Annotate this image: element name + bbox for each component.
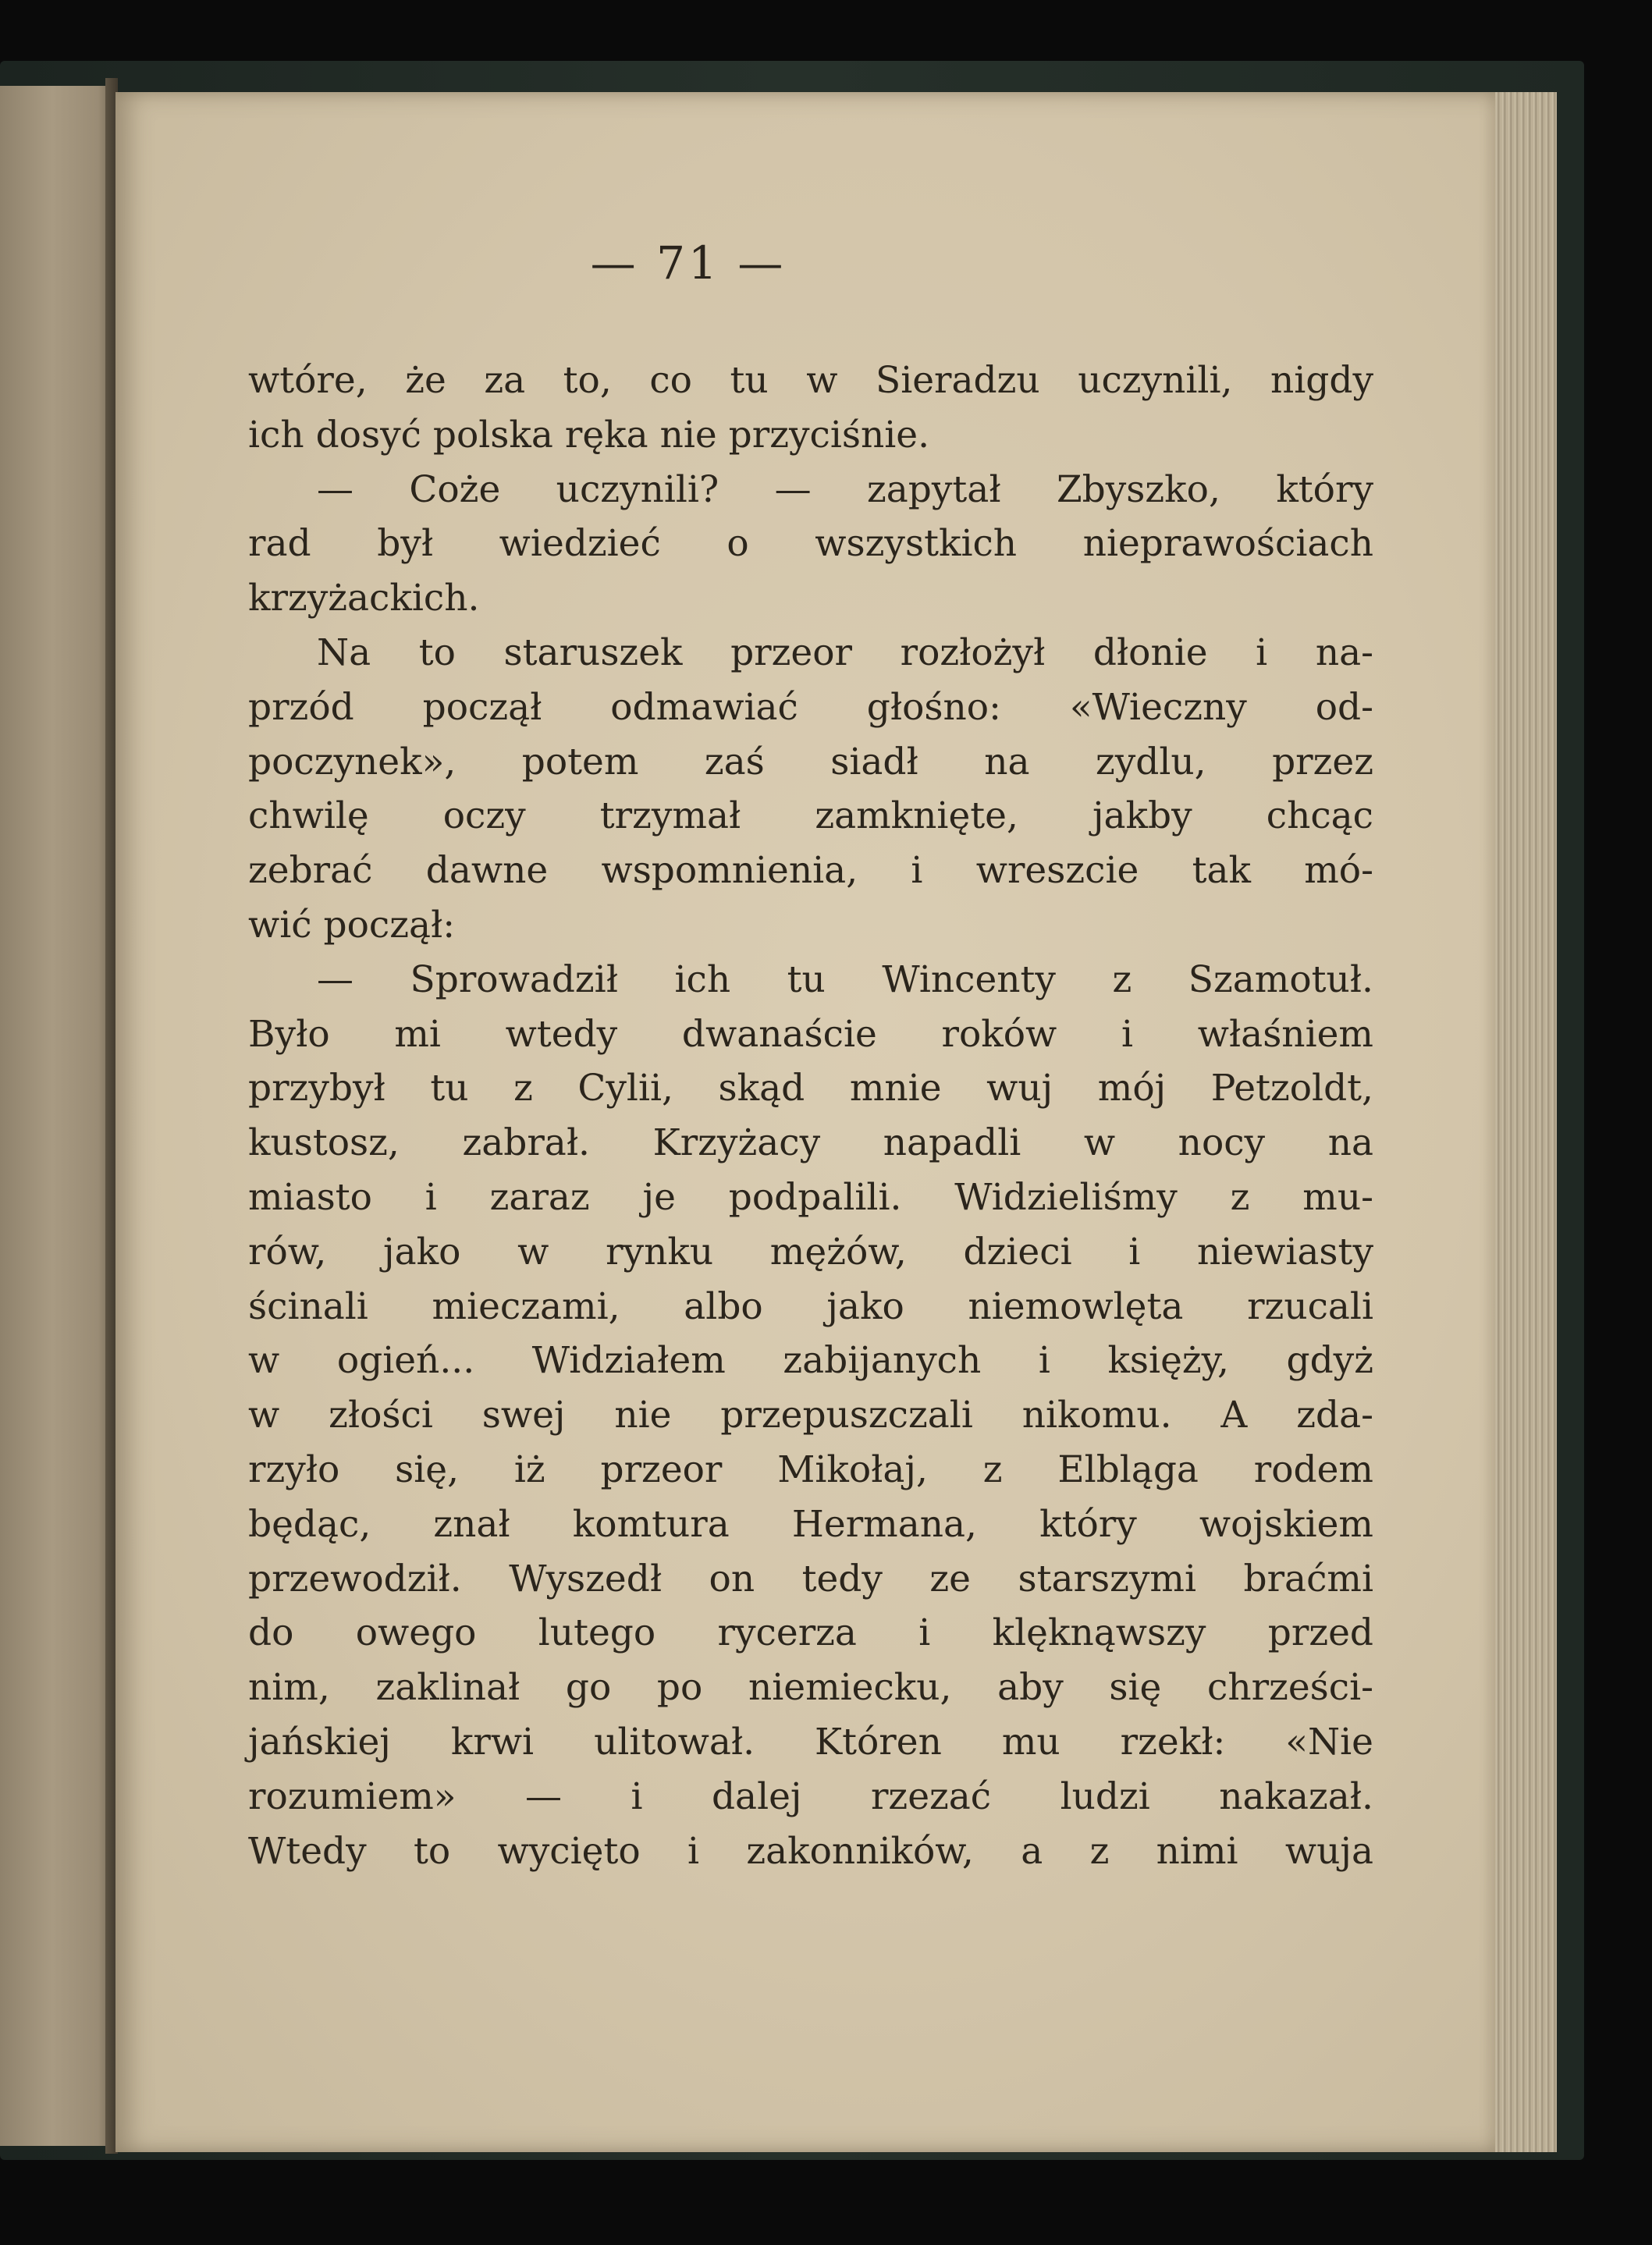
text-line: Było mi wtedy dwanaście roków i właśniem [248,1012,1373,1056]
text-line: Wtedy to wycięto i zakonników, a z nimi wuja [248,1829,1373,1873]
text-line: rzyło się, iż przeor Mikołaj, z Elbląga rodem [248,1448,1373,1491]
text-line: przewodził. Wyszedł on tedy ze starszymi braćmi [248,1557,1373,1600]
text-line: ścinali mieczami, albo jako niemowlęta rzucali [248,1284,1373,1328]
book-page [115,92,1495,2152]
text-line: rad był wiedzieć o wszystkich nieprawościach [248,522,1373,566]
text-line: zebrać dawne wspomnienia, i wreszcie tak mó- [248,849,1373,893]
text-line: kustosz, zabrał. Krzyżacy napadli w nocy na [248,1121,1373,1165]
text-line: ich dosyć polska ręka nie przyciśnie. [248,413,930,456]
text-line: przybył tu z Cylii, skąd mnie wuj mój Petzoldt, [248,1067,1373,1110]
text-line: — Coże uczynili? — zapytał Zbyszko, który [317,467,1373,511]
text-line: w ogień... Widziałem zabijanych i księży, gdyż [248,1339,1373,1383]
page-body-text [248,353,1373,1878]
text-line: przód począł odmawiać głośno: «Wieczny od- [248,685,1373,729]
page-stack-edge [1494,92,1557,2152]
text-line: rozumiem» — i dalej rzezać ludzi nakazał. [248,1774,1373,1818]
text-line: — Sprowadził ich tu Wincenty z Szamotuł. [317,957,1373,1001]
text-line: chwilę oczy trzymał zamknięte, jakby chcąc [248,794,1373,838]
text-line: poczynek», potem zaś siadł na zydlu, przez [248,740,1373,783]
text-line: miasto i zaraz je podpalili. Widzieliśmy z mu- [248,1175,1373,1219]
text-line: do owego lutego rycerza i klęknąwszy przed [248,1611,1373,1655]
text-line: krzyżackich. [248,577,480,620]
text-line: będąc, znał komtura Hermana, który wojskiem [248,1502,1373,1546]
text-line: w złości swej nie przepuszczali nikomu. A zda- [248,1394,1373,1437]
left-page-edge [0,86,115,2146]
text-line: wić począł: [248,903,456,947]
text-line: Na to staruszek przeor rozłożył dłonie i na- [317,631,1373,674]
text-line: wtóre, że za to, co tu w Sieradzu uczynili, nigdy [248,359,1373,402]
page-number: — 71 — [590,236,787,290]
text-line: nim, zaklinał go po niemiecku, aby się chrześci- [248,1666,1373,1710]
text-line: jańskiej krwi ulitował. Któren mu rzekł: «Nie [248,1720,1373,1764]
text-line: rów, jako w rynku mężów, dzieci i niewiasty [248,1230,1373,1273]
